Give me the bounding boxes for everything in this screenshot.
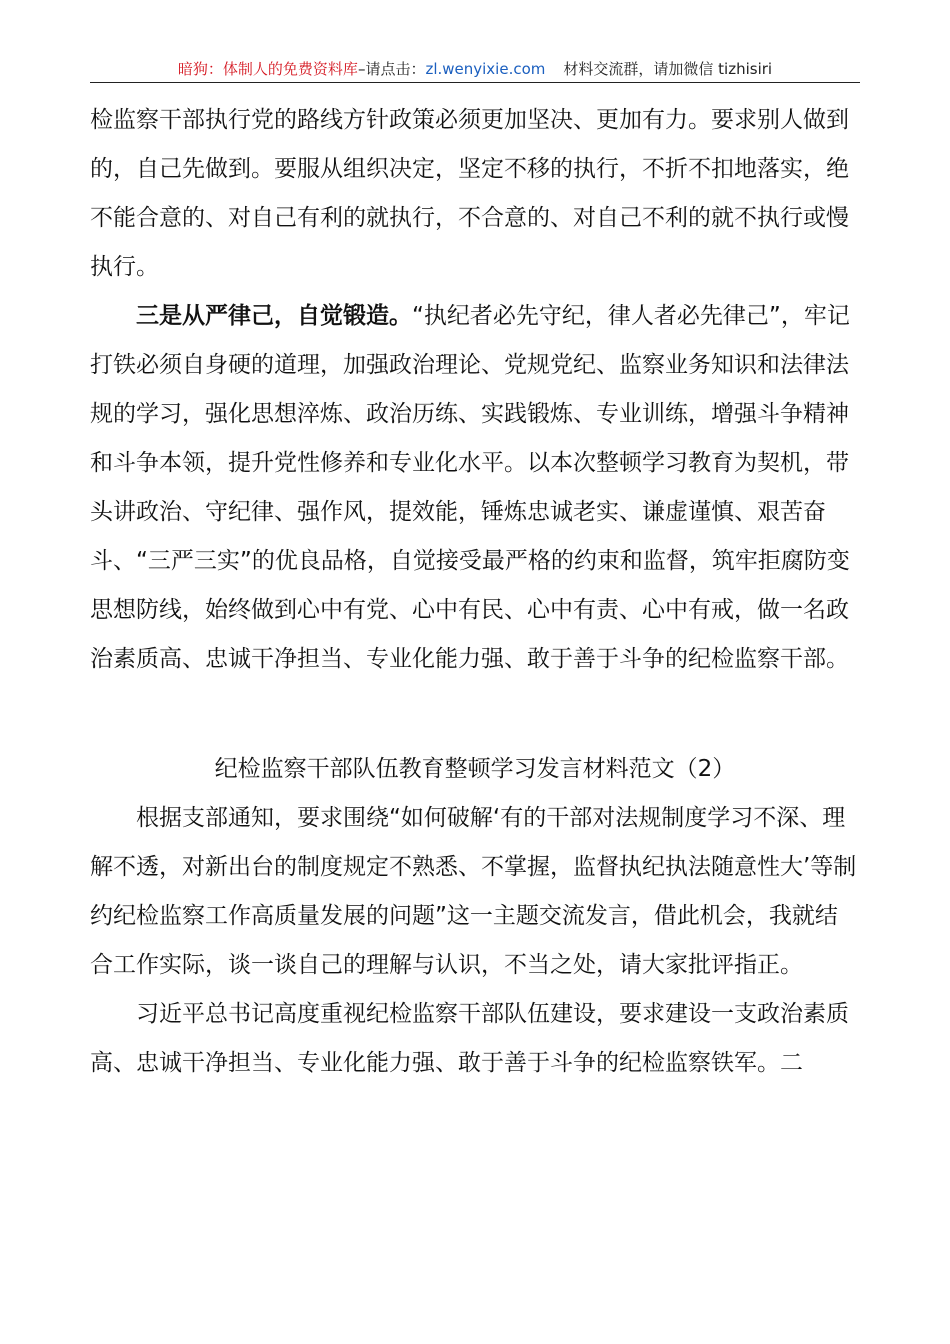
paragraph-xi-remarks: 习近平总书记高度重视纪检监察干部队伍建设，要求建设一支政治素质高、忠诚干净担当、专业化能力强、敢于善于斗争的纪检监察铁军。二 [90,1001,849,1076]
header-contact: 材料交流群，请加微信 tizhisiri [563,60,773,78]
paragraph-intro: 根据支部通知，要求围绕“如何破解‘有的干部对法规制度学习不深、理解不透，对新出台的制度规定不熟悉、不掌握，监督执纪执法随意性大’等制约纪检监察工作高质量发展的问题”这一主题交流发言，借此机会，我就结合工作实际，谈一谈自己的理解与认识，不当之处，请大家批评指正。 [90,805,857,978]
paragraph-self-discipline [90,292,860,684]
header-link-prefix: –请点击： [357,60,426,78]
section-title: 纪检监察干部队伍教育整顿学习发言材料范文（2） [214,756,736,782]
header-brand: 暗狗：体制人的免费资料库 [177,60,358,78]
page-header [90,58,860,83]
document-body [90,96,860,1088]
paragraph-continuation: 检监察干部执行党的路线方针政策必须更加坚决、更加有力。要求别人做到的，自己先做到。要服从组织决定，坚定不移的执行，不折不扣地落实，绝不能合意的、对自己有利的就执行，不合意的、对自己不利的就不执行或慢执行。 [90,107,849,280]
header-link[interactable]: zl.wenyixie.com [425,60,546,78]
paragraph-body-text: “执纪者必先守纪，律人者必先律己”，牢记打铁必须自身硬的道理，加强政治理论、党规党纪、监察业务知识和法律法规的学习，强化思想淬炼、政治历练、实践锻炼、专业训练，增强斗争精神和斗争本领，提升党性修养和专业化水平。以本次整顿学习教育为契机，带头讲政治、守纪律、强作风，提效能，锤炼忠诚老实、谦虚谨慎、艰苦奋斗、“三严三实”的优良品格，自觉接受最严格的约束和监督，筑牢拒腐防变思想防线，始终做到心中有党、心中有民、心中有责、心中有戒，做一名政治素质高、忠诚干净担当、专业化能力强、敢于善于斗争的纪检监察干部。 [90,303,850,672]
spacer [90,684,860,733]
paragraph-lead-heading: 三是从严律己，自觉锻造。 [136,303,412,329]
